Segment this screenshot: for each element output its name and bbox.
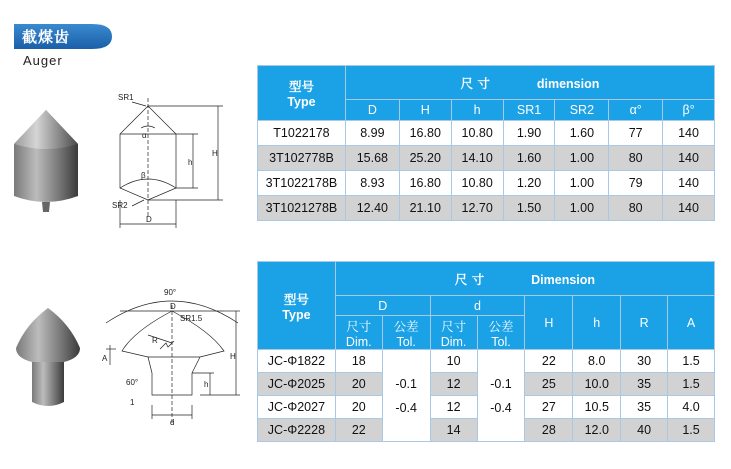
d-size-header [430, 316, 477, 350]
col-header: SR2 [555, 100, 609, 121]
cell: 10.80 [451, 121, 503, 146]
cell: 1.5 [668, 373, 715, 396]
H2-label: H [230, 352, 236, 361]
cell: 14 [430, 419, 477, 442]
cell: 22 [335, 419, 382, 442]
cell: 35 [621, 396, 668, 419]
cell: 25 [525, 373, 573, 396]
cell: 77 [609, 121, 663, 146]
auger-bit-diagram [108, 88, 238, 230]
conical-bit-diagram [92, 285, 250, 427]
d-tol-header [477, 316, 525, 350]
type-header-cn: 型号 [283, 291, 309, 307]
angle60-label: 60° [126, 378, 139, 387]
cell: 12 [430, 373, 477, 396]
dimension-header-cn: 尺 寸 [460, 75, 490, 91]
type-header [258, 262, 336, 350]
type-header-cn: 型号 [288, 79, 314, 94]
size-cn: 尺寸 [346, 318, 372, 334]
cell: 28 [525, 419, 573, 442]
cell: 1.20 [503, 171, 555, 196]
cell: 1.00 [555, 171, 609, 196]
cell: 21.10 [399, 196, 451, 221]
conical-bit-photo [8, 306, 88, 416]
d-label: d [170, 418, 175, 427]
tol-upper: -0.1 [490, 376, 512, 391]
cell: 15.68 [345, 146, 399, 171]
D-tolerance-cell [382, 350, 430, 442]
col-header: SR1 [503, 100, 555, 121]
cell: 80 [609, 196, 663, 221]
D-tol-header [382, 316, 430, 350]
cell: 140 [663, 146, 715, 171]
section-title: 截煤齿 [22, 28, 71, 46]
col-header: h [451, 100, 503, 121]
sr15-label: SR1.5 [180, 314, 203, 323]
cell: 10 [430, 350, 477, 373]
D-size-header [335, 316, 382, 350]
R-label: R [152, 336, 158, 345]
auger-bit-photo [6, 108, 88, 220]
beta-label: β [141, 171, 146, 180]
tol-upper: -0.1 [395, 376, 417, 391]
cell-type: JC-Φ2025 [258, 373, 336, 396]
cell-type: JC-Φ1822 [258, 350, 336, 373]
cell: 140 [663, 121, 715, 146]
dimension-header [335, 262, 714, 296]
cell: 140 [663, 171, 715, 196]
col-header: D [345, 100, 399, 121]
cell: 79 [609, 171, 663, 196]
h-label: h [188, 158, 193, 167]
A-label: A [102, 354, 108, 363]
cell: 30 [621, 350, 668, 373]
cell: 25.20 [399, 146, 451, 171]
cell: 12.0 [573, 419, 621, 442]
D-label: D [146, 215, 152, 224]
cell: 12.40 [345, 196, 399, 221]
cell: 140 [663, 196, 715, 221]
type-header-en: Type [282, 307, 311, 322]
cell: 1.5 [668, 419, 715, 442]
tol-en: Tol. [396, 334, 416, 349]
cell: 80 [609, 146, 663, 171]
table-row [258, 146, 715, 171]
section-subtitle: Auger [23, 53, 63, 68]
dimension-header [345, 66, 714, 100]
cell: 8.93 [345, 171, 399, 196]
col-header: H [399, 100, 451, 121]
cell: 4.0 [668, 396, 715, 419]
h2-label: h [204, 380, 209, 389]
cell: 8.99 [345, 121, 399, 146]
cell-type: JC-Φ2228 [258, 419, 336, 442]
cell: 16.80 [399, 121, 451, 146]
cell: 12 [430, 396, 477, 419]
angle90-label: 90° [164, 288, 177, 297]
cell: 22 [525, 350, 573, 373]
section-title-tab [14, 24, 112, 49]
cell: 35 [621, 373, 668, 396]
tol-cn: 公差 [393, 318, 419, 334]
h-header: h [573, 296, 621, 350]
H-header: H [525, 296, 573, 350]
type-header-en: Type [287, 95, 316, 109]
A-header: A [668, 296, 715, 350]
cell-type: 3T1021278B [258, 196, 346, 221]
tol-lower: -0.4 [395, 400, 417, 415]
dimension-header-en: Dimension [531, 272, 596, 287]
cone-outline [122, 311, 224, 357]
cell: 1.00 [555, 146, 609, 171]
cell-type: T1022178 [258, 121, 346, 146]
cell: 40 [621, 419, 668, 442]
cell: 1.60 [555, 121, 609, 146]
cell: 1.60 [503, 146, 555, 171]
cell: 20 [335, 396, 382, 419]
R-header: R [621, 296, 668, 350]
sr1-label: SR1 [118, 93, 134, 102]
cell: 8.0 [573, 350, 621, 373]
cell-type: JC-Φ2027 [258, 396, 336, 419]
H-label: H [212, 149, 218, 158]
type-header [258, 66, 346, 121]
D-group-header: D [335, 296, 430, 316]
cell: 27 [525, 396, 573, 419]
cell: 20 [335, 373, 382, 396]
size-cn: 尺寸 [441, 318, 467, 334]
table-row [258, 196, 715, 221]
tol-lower: -0.4 [490, 400, 512, 415]
auger-spec-table [257, 65, 715, 221]
col-header: α° [609, 100, 663, 121]
cell-type: 3T102778B [258, 146, 346, 171]
table-row [258, 121, 715, 146]
tol-cn: 公差 [488, 318, 514, 334]
cell: 12.70 [451, 196, 503, 221]
cell: 1.00 [555, 196, 609, 221]
cell: 10.5 [573, 396, 621, 419]
table-row [258, 171, 715, 196]
cell: 1.90 [503, 121, 555, 146]
conical-spec-table [257, 261, 715, 442]
alpha-label: α [142, 131, 147, 140]
size-en: Dim. [345, 334, 372, 349]
d-tolerance-cell [477, 350, 525, 442]
cell: 10.0 [573, 373, 621, 396]
cell: 18 [335, 350, 382, 373]
dimension-header-en: dimension [536, 76, 600, 91]
table-row [258, 350, 715, 373]
size-en: Dim. [440, 334, 467, 349]
dimension-header-cn: 尺 寸 [454, 271, 485, 287]
cell: 16.80 [399, 171, 451, 196]
cell: 1.50 [503, 196, 555, 221]
tol-en: Tol. [491, 334, 511, 349]
one-label: 1 [130, 398, 135, 407]
cell-type: 3T1022178B [258, 171, 346, 196]
sr2-label: SR2 [112, 201, 128, 210]
cell: 10.80 [451, 171, 503, 196]
cell: 14.10 [451, 146, 503, 171]
cell: 1.5 [668, 350, 715, 373]
col-header: β° [663, 100, 715, 121]
D2-label: D [170, 302, 176, 311]
d-group-header: d [430, 296, 525, 316]
